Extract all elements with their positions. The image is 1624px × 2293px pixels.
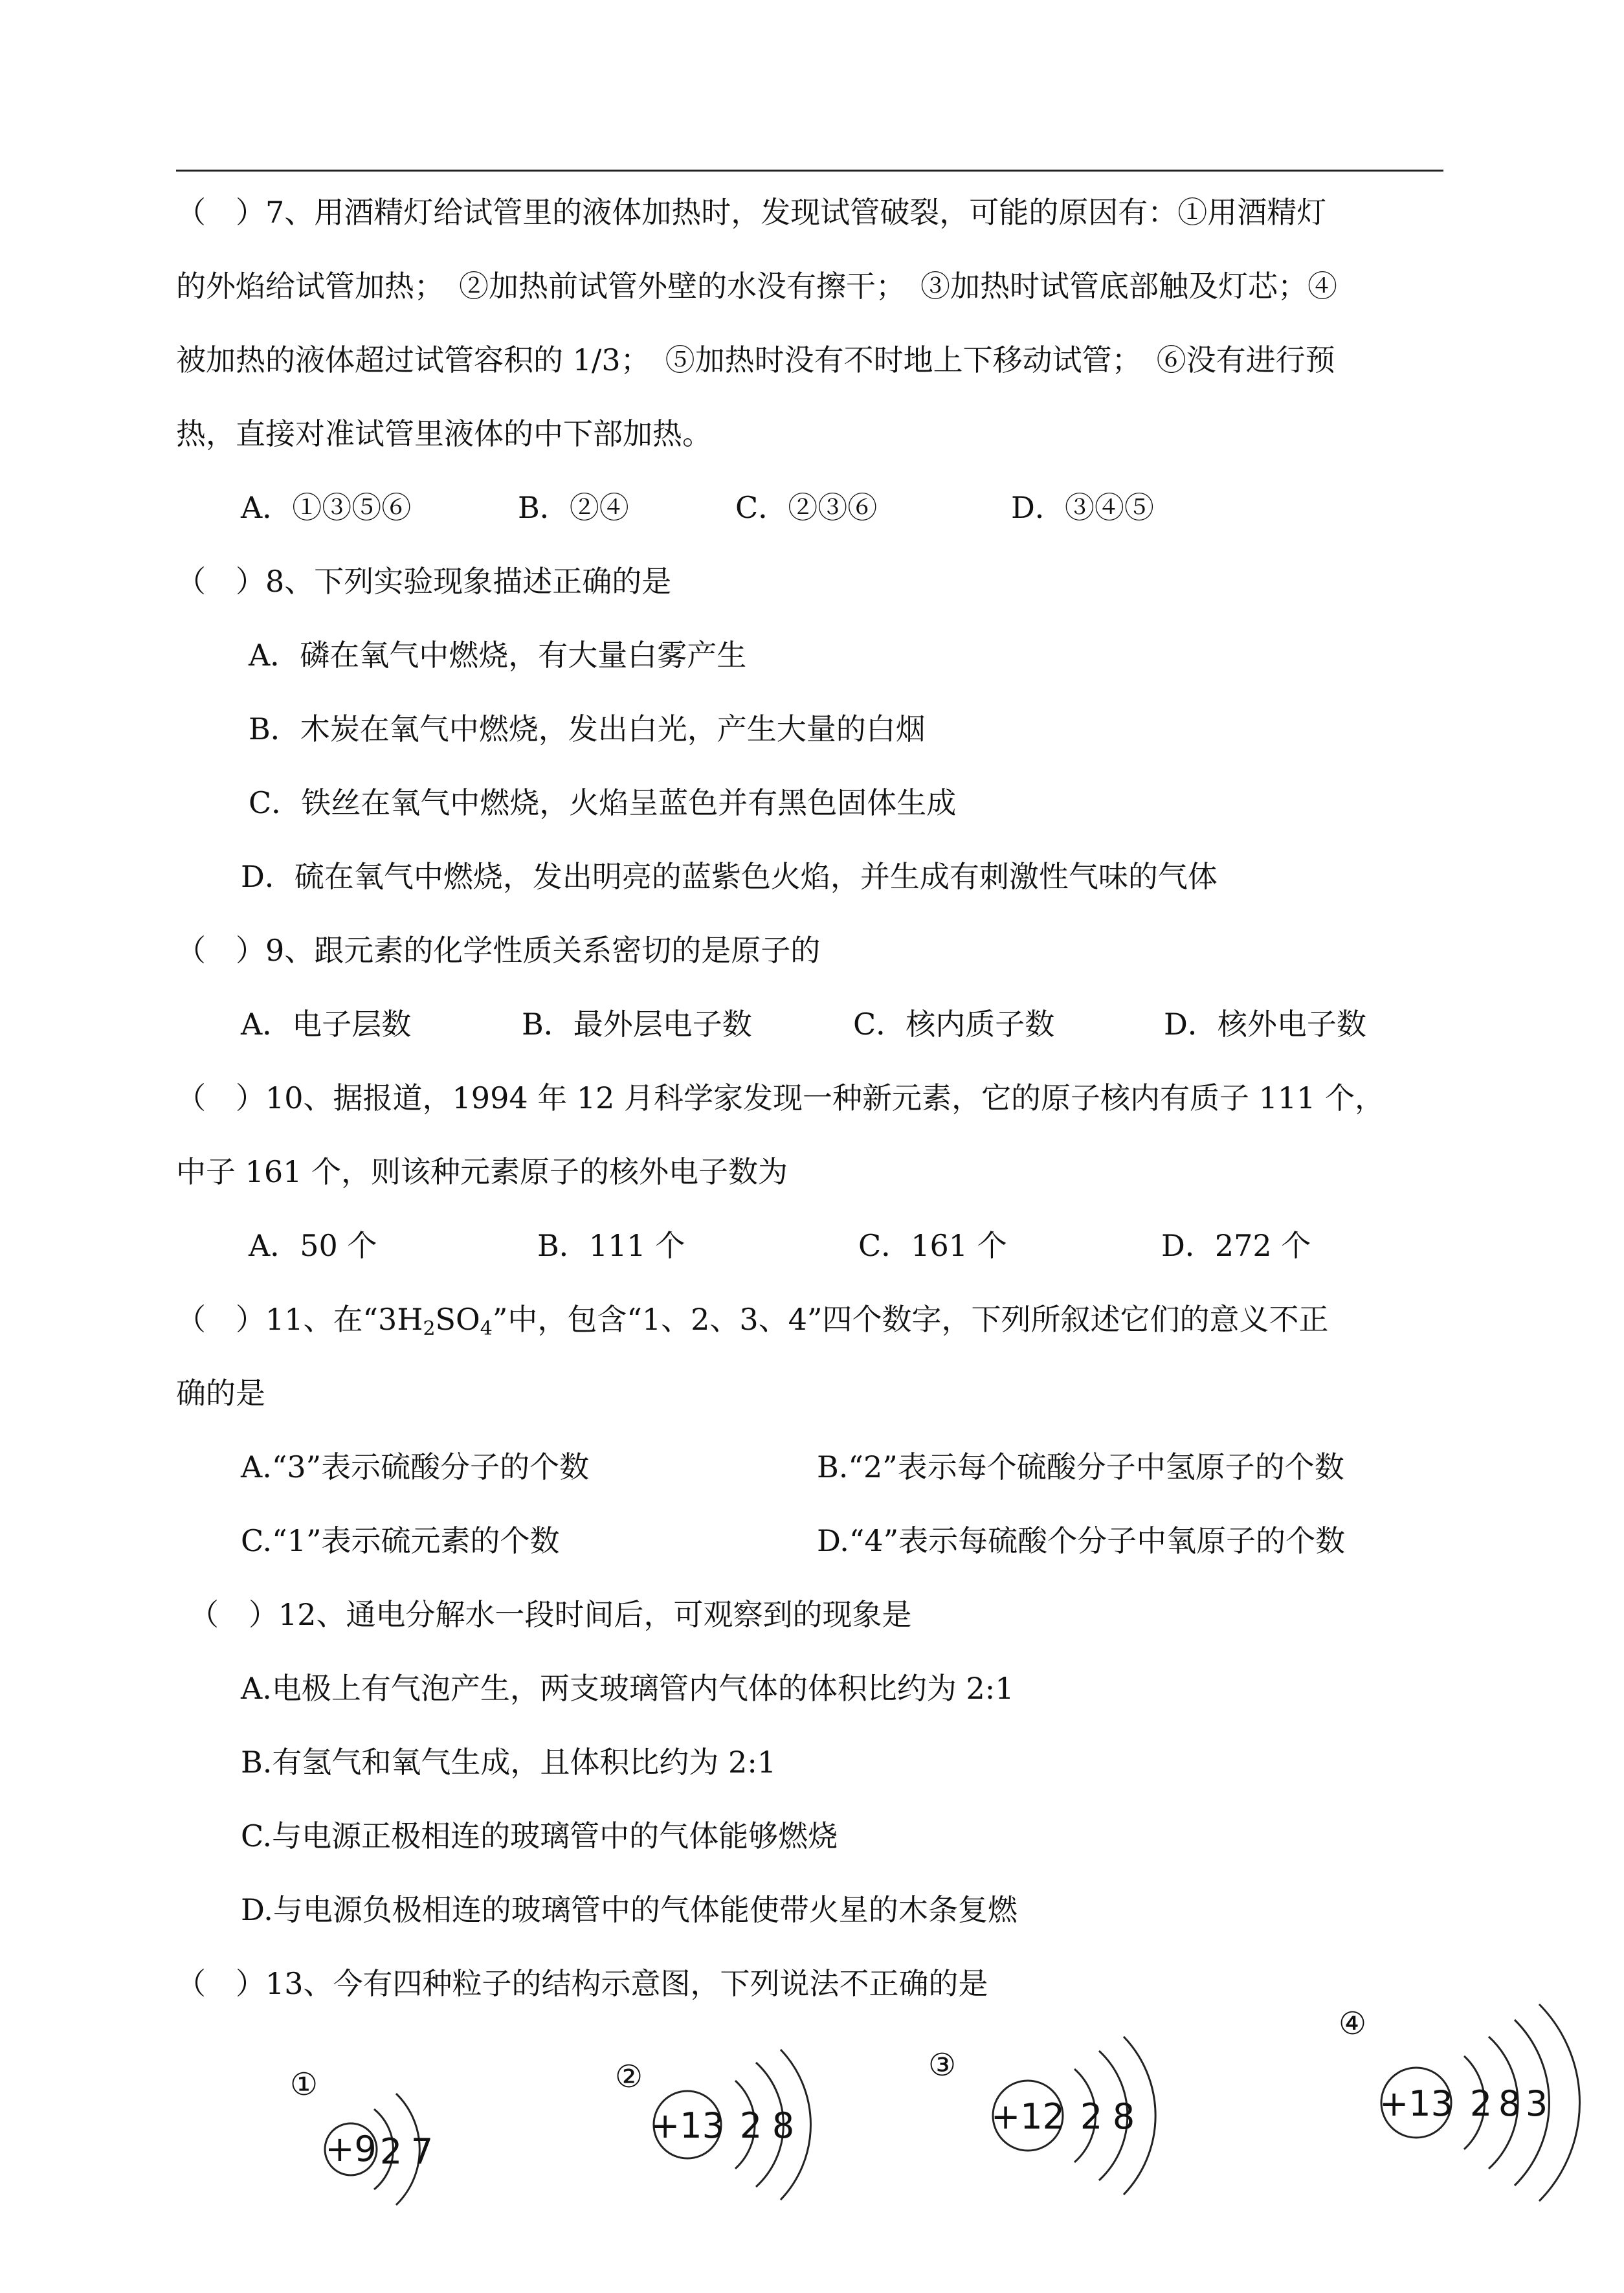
q10-option-d: D．272 个 <box>1161 1228 1311 1263</box>
q11-option-a: A.“3”表示硫酸分子的个数 <box>241 1449 590 1484</box>
q12-option-d: D.与电源负极相连的玻璃管中的气体能使带火星的木条复燃 <box>241 1892 1018 1927</box>
q10-option-b: B．111 个 <box>537 1228 685 1263</box>
diagram-3-label: ③ <box>928 2047 957 2083</box>
subscript-2: 2 <box>423 1317 436 1340</box>
q9-option-c: C．核内质子数 <box>853 1007 1055 1042</box>
q11-stem-line-2: 确的是 <box>176 1376 265 1411</box>
q8-option-c: C．铁丝在氧气中燃烧，火焰呈蓝色并有黑色固体生成 <box>249 785 957 820</box>
q9-option-d: D．核外电子数 <box>1164 1007 1366 1042</box>
diagram-3-shell-count-1: 2 <box>1080 2096 1103 2137</box>
q13-stem: （ ）13、今有四种粒子的结构示意图，下列说法不正确的是 <box>176 1966 988 2001</box>
q7-option-d: D．③④⑤ <box>1011 490 1154 525</box>
q8-option-a: A．磷在氧气中燃烧，有大量白雾产生 <box>249 638 747 673</box>
q10-option-a: A．50 个 <box>249 1228 377 1263</box>
diagram-4-shell-count-2: 8 <box>1498 2083 1521 2124</box>
q8-option-d: D．硫在氧气中燃烧，发出明亮的蓝紫色火焰，并生成有刺激性气味的气体 <box>241 859 1218 894</box>
diagram-4-shell-count-3: 3 <box>1525 2083 1548 2124</box>
q7-line-1: （ ）7、用酒精灯给试管里的液体加热时，发现试管破裂，可能的原因有：①用酒精灯 <box>176 195 1327 230</box>
diagram-2-nucleus-charge: +13 <box>651 2105 724 2146</box>
q10-line-1: （ ）10、据报道，1994 年 12 月科学家发现一种新元素，它的原子核内有质子 111 个， <box>176 1080 1385 1115</box>
q7-option-a: A．①③⑤⑥ <box>241 490 412 525</box>
q11-stem: （ ）11、在“$3H_2SO_4$”中，包含“1、2、3、4”四个数字，下列所叙述它们的意义不正 <box>176 1302 1329 1340</box>
diagram-1-shell-count-1: 2 <box>379 2131 403 2172</box>
diagram-3-nucleus-charge: +12 <box>991 2096 1065 2137</box>
diagram-2-label: ② <box>615 2059 643 2095</box>
q9-option-b: B．最外层电子数 <box>522 1007 752 1042</box>
q7-option-b: B．②④ <box>518 490 629 525</box>
diagram-4-shell-count-1: 2 <box>1469 2083 1493 2124</box>
diagram-1-label: ① <box>290 2066 318 2103</box>
q12-stem: （ ）12、通电分解水一段时间后，可观察到的现象是 <box>189 1597 912 1632</box>
diagram-3-shell-count-2: 8 <box>1112 2096 1135 2137</box>
q11-option-b: B.“2”表示每个硫酸分子中氢原子的个数 <box>817 1449 1344 1484</box>
q8-stem: （ ）8、下列实验现象描述正确的是 <box>176 564 672 599</box>
q7-line-2: 的外焰给试管加热； ②加热前试管外壁的水没有擦干； ③加热时试管底部触及灯芯；④ <box>176 269 1337 304</box>
q9-option-a: A．电子层数 <box>241 1007 412 1042</box>
diagram-1-nucleus-charge: +9 <box>325 2129 377 2169</box>
q12-option-a: A.电极上有气泡产生，两支玻璃管内气体的体积比约为 2:1 <box>241 1671 1014 1706</box>
q11-option-c: C.“1”表示硫元素的个数 <box>241 1523 560 1558</box>
q7-option-c: C．②③⑥ <box>735 490 878 525</box>
q7-line-3: 被加热的液体超过试管容积的 1/3； ⑤加热时没有不时地上下移动试管； ⑥没有进行预 <box>176 342 1335 377</box>
q11-option-d: D.“4”表示每硫酸个分子中氧原子的个数 <box>817 1523 1346 1558</box>
q10-line-2: 中子 161 个，则该种元素原子的核外电子数为 <box>176 1154 788 1189</box>
diagram-2-shell-count-2: 8 <box>772 2105 795 2146</box>
q10-option-c: C．161 个 <box>858 1228 1007 1263</box>
diagram-4-nucleus-charge: +13 <box>1379 2083 1453 2124</box>
q12-option-c: C.与电源正极相连的玻璃管中的气体能够燃烧 <box>241 1818 838 1853</box>
diagram-1-shell-count-2: 7 <box>410 2131 434 2172</box>
q7-line-4: 热，直接对准试管里液体的中下部加热。 <box>176 416 712 451</box>
diagram-2-shell-count-1: 2 <box>739 2105 762 2146</box>
q9-stem: （ ）9、跟元素的化学性质关系密切的是原子的 <box>176 933 821 968</box>
subscript-4: 4 <box>480 1317 493 1340</box>
diagram-4-label: ④ <box>1339 2006 1367 2042</box>
q8-option-b: B．木炭在氧气中燃烧，发出白光，产生大量的白烟 <box>249 711 926 746</box>
q12-option-b: B.有氢气和氧气生成，且体积比约为 2:1 <box>241 1745 777 1780</box>
